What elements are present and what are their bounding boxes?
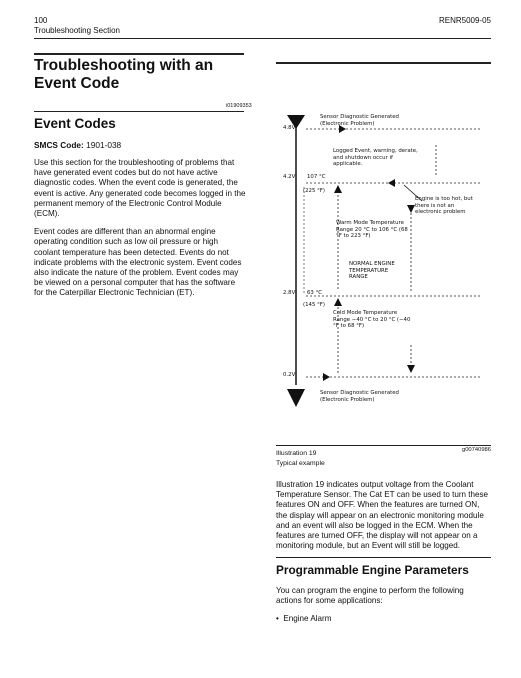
paragraph: Use this section for the troubleshooting of problems that have generated event codes but do not have active diagnostic codes. When the event code is generated, the event is active. Any generated code becomes logged in the permanent memory of the Electronic Control Module (ECM). (34, 158, 246, 219)
bullet-text: Engine Alarm (283, 614, 332, 623)
voltage-label: 2.8V (283, 290, 296, 296)
right-paragraph: Illustration 19 indicates output voltage from the Coolant Temperature Sensor. The Cat ET can be used to turn these features ON and OFF. When the features are turned ON, the display will appear on an electronic monitoring module and an event will also be logged in the ECM. When the features are turned OFF, the display will not appear on a monitoring module, but an Event will still be logged. (276, 480, 489, 551)
caption-rule (276, 445, 491, 446)
section-title-programmable: Programmable Engine Parameters (276, 563, 469, 577)
logged-event-note: Logged Event, warning, derate, and shutdown occur if applicable. (333, 148, 418, 168)
smcs-value: 1901-038 (86, 140, 122, 150)
illustration-label: Illustration 19 (276, 450, 317, 457)
warm-mode-range: Warm Mode Temperature Range 20 °C to 106 °C (68 °F to 223 °F) (336, 220, 408, 240)
illustration-id: g00740986 (461, 447, 491, 453)
down-arrow-bottom (287, 389, 305, 407)
right-top-rule (276, 62, 491, 64)
temp-label: 107 °C (307, 174, 326, 180)
illustration-caption: Typical example (276, 460, 325, 467)
cold-mode-range: Cold Mode Temperature Range −40 °C to 20 °C (−40 °F to 68 °F) (333, 310, 411, 330)
bullet-dot: • (276, 614, 284, 623)
sensor-diagnostic-top: Sensor Diagnostic Generated (Electronic Problem) (320, 114, 399, 127)
page-number: 100 (34, 16, 48, 25)
programmable-rule (276, 557, 491, 558)
temp-label: 63 °C (307, 290, 323, 296)
ref-id: i01909353 (226, 103, 252, 109)
bullet-item (276, 614, 331, 624)
temp-label: (225 °F) (303, 188, 326, 194)
smcs-code (34, 140, 121, 150)
chapter-rule (34, 53, 244, 55)
header-rule (34, 38, 491, 39)
section-title-event-codes: Event Codes (34, 116, 116, 131)
temp-label: (145 °F) (303, 302, 326, 308)
header-section: Troubleshooting Section (34, 26, 120, 35)
paragraph: Event codes are different than an abnormal engine operating condition such as low oil pressure or high coolant temperature has been detected. Events do not indicate problems with the electronic system. Event codes also indicate the nature of the problem. Event codes may be viewed on a personal computer that has the software for the Caterpillar Electronic Technician (ET). (34, 227, 242, 298)
programmable-intro: You can program the engine to perform the following actions for some applications: (276, 586, 464, 606)
normal-range-label: NORMAL ENGINE TEMPERATURE RANGE (349, 261, 395, 281)
engine-too-hot-note: Engine is too hot, but there is not an electronic problem (415, 196, 473, 216)
voltage-label: 4.8V (283, 125, 296, 131)
doc-id: RENR5009-05 (438, 16, 491, 25)
voltage-label: 4.2V (283, 174, 296, 180)
section-rule (34, 111, 244, 112)
sensor-diagnostic-bottom: Sensor Diagnostic Generated (Electronic Problem) (320, 390, 399, 403)
left-body (34, 158, 246, 307)
chapter-title: Troubleshooting with an Event Code (34, 57, 214, 92)
smcs-label: SMCS Code: (34, 140, 84, 150)
voltage-label: 0.2V (283, 372, 296, 378)
